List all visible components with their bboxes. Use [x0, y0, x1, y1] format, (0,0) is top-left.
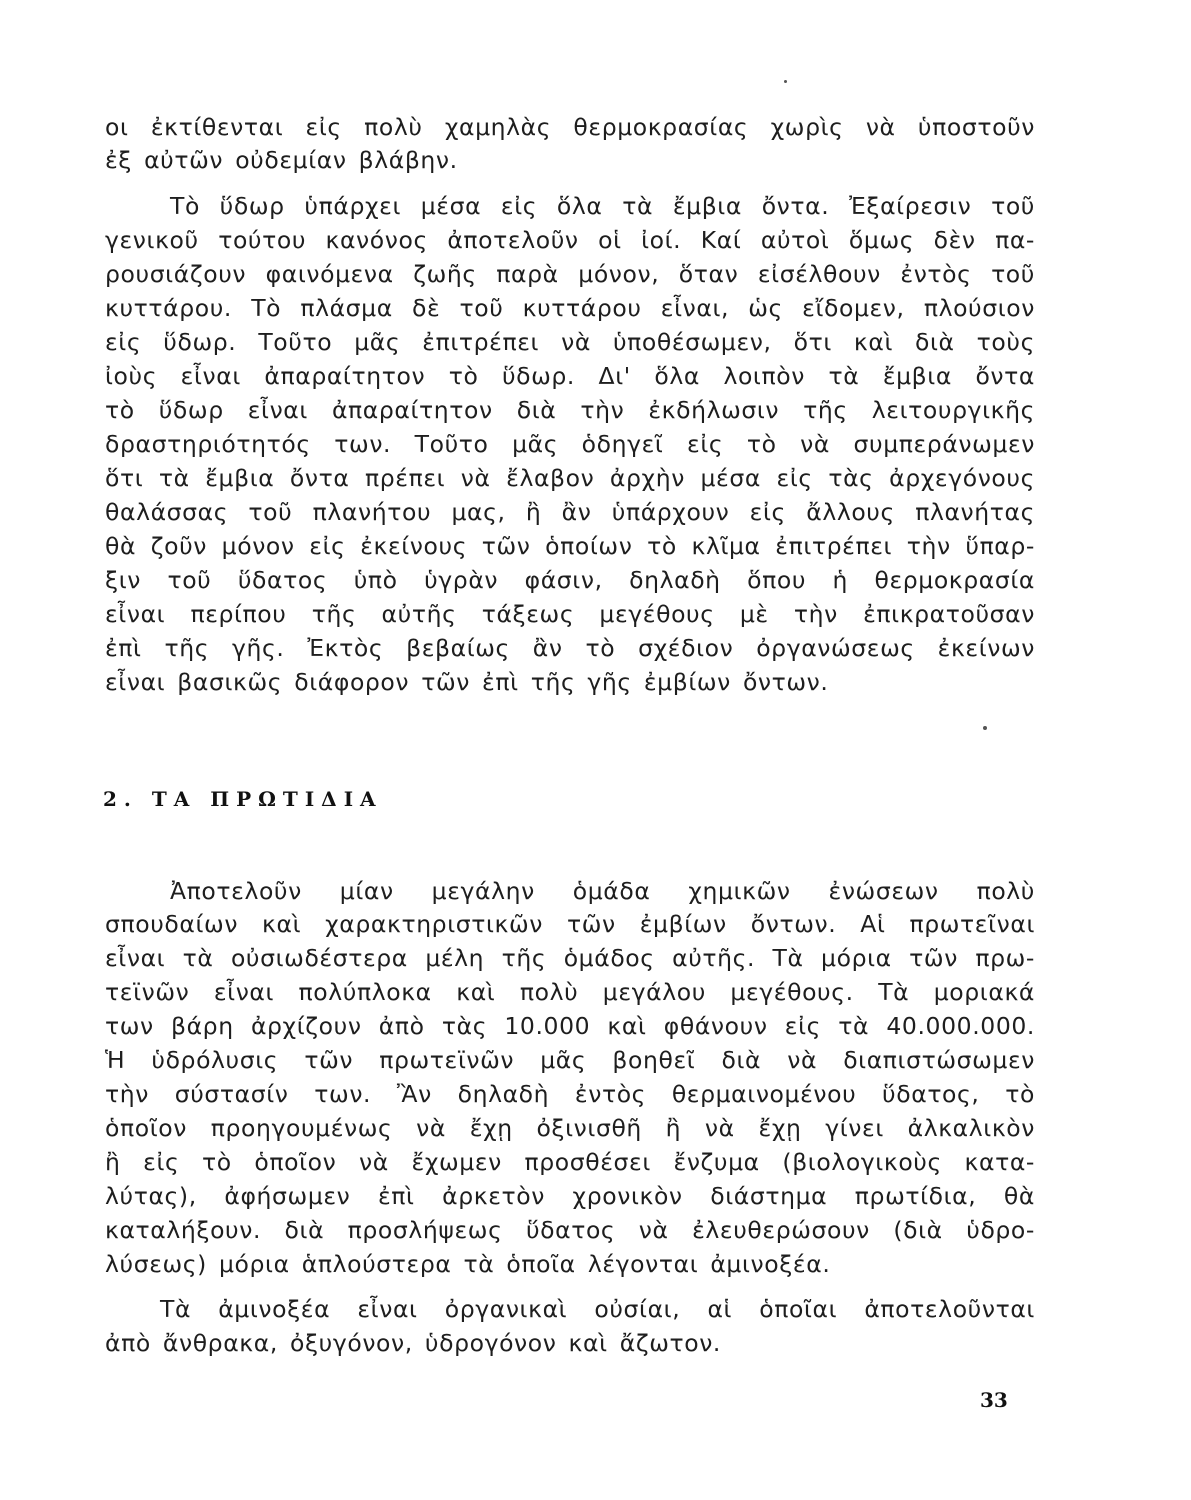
text-line: ρουσιάζουν φαινόμενα ζωῆς παρὰ μόνον, ὅταν εἰσέλθουν ἐντὸς τοῦ: [105, 260, 1035, 288]
text-line: Τὸ ὕδωρ ὑπάρχει μέσα εἰς ὅλα τὰ ἔμβια ὄντα. Ἐξαίρεσιν τοῦ: [170, 192, 1035, 220]
text-line: σπουδαίων καὶ χαρακτηριστικῶν τῶν ἐμβίων ὄντων. Αἱ πρωτεῖναι: [105, 910, 1035, 938]
text-line: γενικοῦ τούτου κανόνος ἀποτελοῦν οἱ ἰοί. Καί αὐτοὶ ὅμως δὲν πα-: [105, 226, 1035, 254]
text-line: Τὰ ἀμινοξέα εἶναι ὀργανικαὶ οὐσίαι, αἱ ὁποῖαι ἀποτελοῦνται: [160, 1295, 1035, 1323]
text-line: τὸ ὕδωρ εἶναι ἀπαραίτητον διὰ τὴν ἐκδήλωσιν τῆς λειτουργικῆς: [105, 396, 1035, 424]
text-line: εἶναι τὰ οὐσιωδέστερα μέλη τῆς ὁμάδος αὐτῆς. Τὰ μόρια τῶν πρω-: [105, 944, 1035, 972]
text-line: λύσεως) μόρια ἁπλούστερα τὰ ὁποῖα λέγονται ἀμινοξέα.: [105, 1250, 831, 1278]
text-line: ξιν τοῦ ὕδατος ὑπὸ ὑγρὰν φάσιν, δηλαδὴ ὅπου ἡ θερμοκρασία: [105, 566, 1035, 594]
text-line: ὁποῖον προηγουμένως νὰ ἔχῃ ὀξινισθῆ ἢ νὰ ἔχῃ γίνει ἀλκαλικὸν: [105, 1114, 1035, 1142]
text-line: ἐξ αὐτῶν οὐδεμίαν βλάβην.: [105, 146, 458, 174]
text-line: τὴν σύστασίν των. Ἂν δηλαδὴ ἐντὸς θερμαινομένου ὕδατος, τὸ: [105, 1080, 1035, 1108]
text-line: ἐπὶ τῆς γῆς. Ἐκτὸς βεβαίως ἂν τὸ σχέδιον ὀργανώσεως ἐκείνων: [105, 634, 1035, 662]
text-line: ἰοὺς εἶναι ἀπαραίτητον τὸ ὕδωρ. Δι' ὅλα λοιπὸν τὰ ἔμβια ὄντα: [105, 362, 1035, 390]
scan-speck: [784, 80, 787, 83]
text-line: οι ἐκτίθενται εἰς πολὺ χαμηλὰς θερμοκρασίας χωρὶς νὰ ὑποστοῦν: [105, 113, 1035, 141]
text-line: ἀπὸ ἄνθρακα, ὀξυγόνον, ὑδρογόνον καὶ ἄζωτον.: [105, 1329, 721, 1357]
text-line: Ἡ ὑδρόλυσις τῶν πρωτεϊνῶν μᾶς βοηθεῖ διὰ νὰ διαπιστώσωμεν: [105, 1046, 1035, 1074]
text-line: τεϊνῶν εἶναι πολύπλοκα καὶ πολὺ μεγάλου μεγέθους. Τὰ μοριακά: [105, 978, 1035, 1006]
text-line: ἢ εἰς τὸ ὁποῖον νὰ ἔχωμεν προσθέσει ἔνζυμα (βιολογικοὺς κατα-: [105, 1148, 1035, 1176]
text-line: καταλήξουν. διὰ προσλήψεως ὕδατος νὰ ἐλευθερώσουν (διὰ ὑδρο-: [105, 1216, 1035, 1244]
scan-speck: [983, 726, 987, 730]
text-line: εἶναι βασικῶς διάφορον τῶν ἐπὶ τῆς γῆς ἐμβίων ὄντων.: [105, 668, 829, 696]
text-line: Ἀποτελοῦν μίαν μεγάλην ὁμάδα χημικῶν ἐνώσεων πολὺ: [170, 877, 1035, 905]
text-line: λύτας), ἀφήσωμεν ἐπὶ ἀρκετὸν χρονικὸν διάστημα πρωτίδια, θὰ: [105, 1182, 1035, 1210]
text-line: εἰς ὕδωρ. Τοῦτο μᾶς ἐπιτρέπει νὰ ὑποθέσωμεν, ὅτι καὶ διὰ τοὺς: [105, 328, 1035, 356]
text-line: κυττάρου. Τὸ πλάσμα δὲ τοῦ κυττάρου εἶναι, ὡς εἴδομεν, πλούσιον: [105, 294, 1035, 322]
text-line: των βάρη ἀρχίζουν ἀπὸ τὰς 10.000 καὶ φθάνουν εἰς τὰ 40.000.000.: [105, 1012, 1035, 1040]
text-line: ὅτι τὰ ἔμβια ὄντα πρέπει νὰ ἔλαβον ἀρχὴν μέσα εἰς τὰς ἀρχεγόνους: [105, 464, 1035, 492]
text-line: θαλάσσας τοῦ πλανήτου μας, ἢ ἂν ὑπάρχουν εἰς ἄλλους πλανήτας: [105, 498, 1035, 526]
text-line: εἶναι περίπου τῆς αὐτῆς τάξεως μεγέθους μὲ τὴν ἐπικρατοῦσαν: [105, 600, 1035, 628]
text-line: θὰ ζοῦν μόνον εἰς ἐκείνους τῶν ὁποίων τὸ κλῖμα ἐπιτρέπει τὴν ὕπαρ-: [105, 532, 1035, 560]
page-number: 33: [980, 1388, 1008, 1412]
text-line: δραστηριότητός των. Τοῦτο μᾶς ὁδηγεῖ εἰς τὸ νὰ συμπεράνωμεν: [105, 430, 1035, 458]
section-heading: 2. ΤΑ ΠΡΩΤΙΔΙΑ: [103, 787, 383, 811]
